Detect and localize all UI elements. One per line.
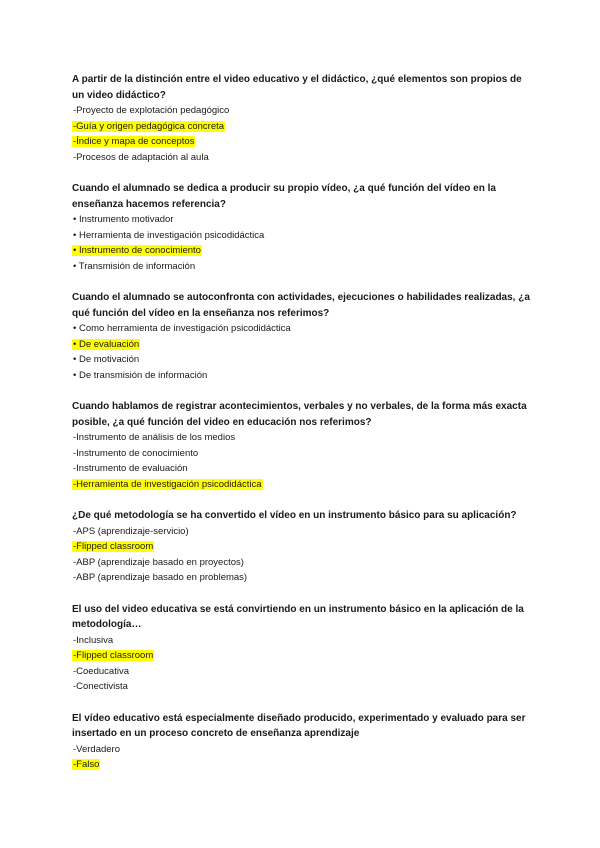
answer-text: -Coeducativa xyxy=(73,665,129,677)
answer-option xyxy=(72,103,532,119)
answer-option xyxy=(72,742,532,758)
answer-text: -ABP (aprendizaje basado en proyectos) xyxy=(73,556,244,568)
answer-option xyxy=(72,228,532,244)
answer-option xyxy=(72,461,532,477)
answer-option xyxy=(72,243,532,259)
question-block xyxy=(72,290,532,383)
answer-text: -Conectivista xyxy=(73,681,128,692)
answer-text: -Proyecto de explotación pedagógico xyxy=(73,105,230,116)
question-text: Cuando el alumnado se dedica a producir su propio vídeo, ¿a qué función del vídeo en la enseñanza hacemos referencia? xyxy=(72,183,496,210)
answer-option xyxy=(72,477,532,493)
answer-option xyxy=(72,446,532,462)
answer-list xyxy=(72,103,532,165)
answer-text: • Instrumento de conocimiento xyxy=(73,245,201,256)
question-block xyxy=(72,602,532,695)
answer-list xyxy=(72,212,532,274)
answer-option xyxy=(72,648,532,664)
question-block xyxy=(72,181,532,274)
answer-list xyxy=(72,321,532,383)
answer-text: -Instrumento de conocimiento xyxy=(73,447,199,459)
answer-list xyxy=(72,633,532,695)
question-text: El vídeo educativo está especialmente diseñado producido, experimentado y evaluado para ser insertado en un proceso concreto de enseñanza aprendizaje xyxy=(72,712,526,739)
question-text: El uso del video educativa se está convirtiendo en un instrumento básico en la aplicación de la metodología… xyxy=(72,603,524,630)
answer-list xyxy=(72,742,532,773)
answer-text: -Inclusiva xyxy=(73,634,114,646)
answer-text: -Guía y origen pedagógica concreta xyxy=(73,120,225,132)
answer-option xyxy=(72,664,532,680)
answer-option xyxy=(72,430,532,446)
answer-option xyxy=(72,352,532,368)
document-page xyxy=(72,72,532,789)
answer-text: -Falso xyxy=(73,759,100,770)
answer-text: • De transmisión de información xyxy=(73,369,208,381)
answer-text: • Transmisión de información xyxy=(73,260,196,272)
answer-text: • De motivación xyxy=(73,354,140,365)
question-block xyxy=(72,508,532,586)
question-text: Cuando el alumnado se autoconfronta con actividades, ejecuciones o habilidades realizadas, ¿a qué función del vídeo en la enseñanza nos referimos? xyxy=(72,292,530,319)
answer-option xyxy=(72,321,532,337)
answer-option xyxy=(72,539,532,555)
answer-list xyxy=(72,524,532,586)
question-text: ¿De qué metodología se ha convertido el vídeo en un instrumento básico para su aplicación? xyxy=(72,510,517,521)
answer-text: -Procesos de adaptación al aula xyxy=(73,151,209,163)
answer-option xyxy=(72,134,532,150)
question-block xyxy=(72,711,532,773)
answer-text: -APS (aprendizaje-servicio) xyxy=(73,525,189,537)
answer-option xyxy=(72,679,532,695)
answer-option xyxy=(72,757,532,773)
answer-text: • Como herramienta de investigación psicodidáctica xyxy=(73,323,291,334)
answer-text: -Índice y mapa de conceptos xyxy=(73,136,195,147)
answer-option xyxy=(72,259,532,275)
answer-text: -Instrumento de análisis de los medios xyxy=(73,432,236,443)
question-text: A partir de la distinción entre el video educativo y el didáctico, ¿qué elementos son propios de un video didáctico? xyxy=(72,74,522,101)
answer-option xyxy=(72,368,532,384)
answer-option xyxy=(72,337,532,353)
answer-option xyxy=(72,633,532,649)
answer-option xyxy=(72,212,532,228)
answer-option xyxy=(72,524,532,540)
question-block xyxy=(72,399,532,492)
answer-option xyxy=(72,119,532,135)
answer-text: -Flipped classroom xyxy=(73,650,154,661)
answer-text: • Herramienta de investigación psicodidáctica xyxy=(73,229,265,241)
answer-option xyxy=(72,570,532,586)
answer-option xyxy=(72,150,532,166)
question-block xyxy=(72,72,532,165)
answer-text: • De evaluación xyxy=(73,338,140,350)
answer-text: -Flipped classroom xyxy=(73,541,154,552)
question-text: Cuando hablamos de registrar acontecimientos, verbales y no verbales, de la forma más exacta posible, ¿a qué función del video en educación nos referimos? xyxy=(72,401,527,428)
answer-text: -Herramienta de investigación psicodidáctica xyxy=(73,478,262,490)
answer-option xyxy=(72,555,532,571)
answer-text: • Instrumento motivador xyxy=(73,214,174,225)
answer-text: -Verdadero xyxy=(73,743,121,755)
answer-text: -Instrumento de evaluación xyxy=(73,463,188,474)
answer-list xyxy=(72,430,532,492)
answer-text: -ABP (aprendizaje basado en problemas) xyxy=(73,572,248,583)
